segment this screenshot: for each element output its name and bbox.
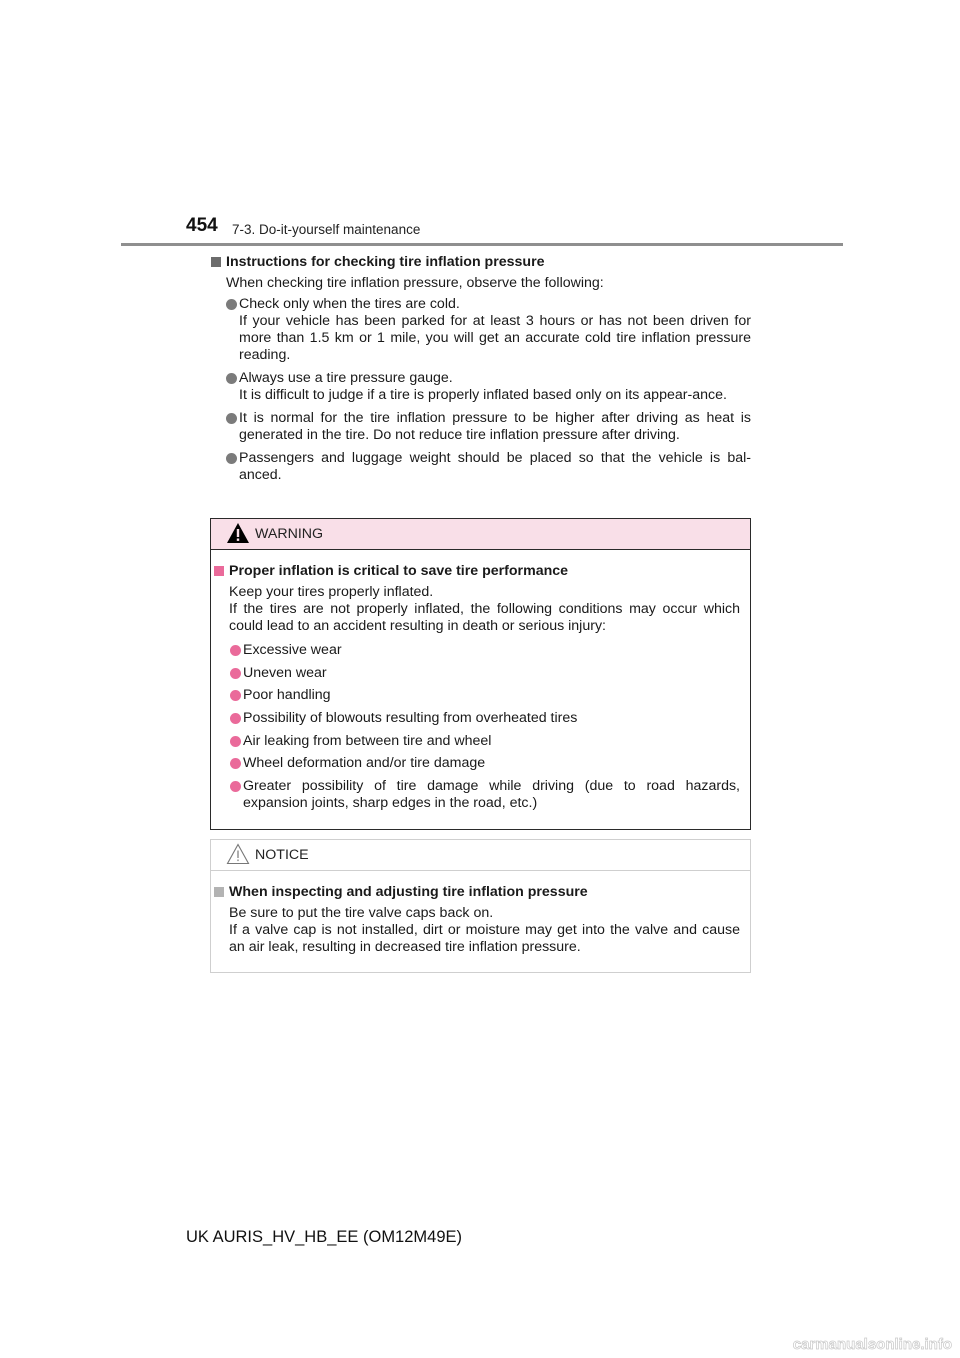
list-item-text: Poor handling — [243, 687, 331, 704]
round-bullet-icon — [226, 453, 237, 464]
list-item-line: Check only when the tires are cold. — [239, 296, 460, 312]
list-item-text: Uneven wear — [243, 664, 327, 681]
header-divider — [121, 243, 843, 246]
list-item-text: Wheel deformation and/or tire damage — [243, 755, 486, 772]
list-item-line: It is normal for the tire inflation pressure to be higher after driving as heat is generated in the tire. Do not reduce tire inflation pressure after driving. — [239, 410, 751, 443]
warning-body — [211, 550, 750, 812]
list-item-line: If your vehicle has been parked for at least 3 hours or has not been driven for more than 1.5 km or 1 mile, you will get an accurate cold tire inflation pressure reading. — [239, 313, 751, 363]
round-bullet-icon — [230, 758, 241, 769]
notice-heading — [211, 884, 740, 901]
list-item — [211, 410, 751, 444]
list-item-text: Air leaking from between tire and wheel — [243, 732, 492, 749]
square-bullet-icon — [211, 257, 221, 267]
round-bullet-icon — [230, 736, 241, 747]
watermark-logo — [654, 1334, 954, 1354]
list-item — [211, 710, 740, 727]
round-bullet-icon — [226, 299, 237, 310]
round-bullet-icon — [230, 690, 241, 701]
list-item — [211, 778, 740, 812]
list-item — [211, 370, 751, 404]
warning-text — [229, 584, 740, 635]
list-item — [211, 755, 740, 772]
notice-header — [211, 840, 750, 871]
list-item — [211, 296, 751, 364]
round-bullet-icon — [226, 413, 237, 424]
list-item-text: Greater possibility of tire damage while driving (due to road hazards, expansion joints, sharp edges in the road, etc.) — [243, 778, 740, 812]
instructions-section — [211, 254, 751, 490]
list-item-line: Passengers and luggage weight should be placed so that the vehicle is bal-anced. — [239, 450, 751, 483]
round-bullet-icon — [230, 713, 241, 724]
list-item — [211, 665, 740, 682]
notice-text-line: Be sure to put the tire valve caps back on. — [229, 905, 494, 921]
warning-heading — [211, 563, 740, 580]
notice-body — [211, 871, 750, 956]
notice-text-line: If a valve cap is not installed, dirt or moisture may get into the valve and cause an air leak, resulting in decreased tire inflation pressure. — [229, 922, 740, 955]
caution-triangle-icon — [226, 843, 250, 865]
warning-triangle-icon — [226, 522, 250, 544]
list-item-line: Always use a tire pressure gauge. — [239, 370, 453, 386]
watermark-text: carmanualsonline.info — [792, 1336, 952, 1353]
instructions-intro: When checking tire inflation pressure, observe the following: — [226, 275, 604, 291]
warning-text-line: Keep your tires properly inflated. — [229, 584, 434, 600]
warning-heading-text: Proper inflation is critical to save tire performance — [229, 563, 569, 579]
list-item — [211, 687, 740, 704]
warning-box — [210, 518, 751, 830]
warning-conditions-list — [211, 642, 740, 812]
round-bullet-icon — [230, 645, 241, 656]
instructions-heading-text: Instructions for checking tire inflation pressure — [226, 254, 545, 270]
list-item-text: Excessive wear — [243, 642, 342, 658]
page-number: 454 — [186, 215, 218, 236]
list-item-line: It is difficult to judge if a tire is properly inflated based only on its appear-ance. — [239, 387, 727, 403]
instructions-heading — [211, 254, 751, 271]
warning-title: WARNING — [255, 526, 324, 542]
list-item — [211, 642, 740, 659]
warning-header — [211, 519, 750, 550]
notice-box — [210, 839, 751, 973]
page-header — [0, 0, 960, 250]
list-item-text: Possibility of blowouts resulting from overheated tires — [243, 710, 578, 727]
round-bullet-icon — [230, 668, 241, 679]
notice-title: NOTICE — [255, 847, 309, 863]
list-item — [211, 450, 751, 484]
section-title: 7-3. Do-it-yourself maintenance — [232, 222, 421, 237]
round-bullet-icon — [226, 373, 237, 384]
instructions-list — [211, 296, 751, 484]
square-bullet-icon — [214, 887, 224, 897]
square-bullet-icon — [214, 566, 224, 576]
model-code: UK AURIS_HV_HB_EE (OM12M49E) — [186, 1228, 463, 1246]
warning-text-line: If the tires are not properly inflated, the following conditions may occur which could lead to an accident resulting in death or serious injury: — [229, 601, 740, 634]
notice-text — [229, 905, 740, 956]
list-item — [211, 733, 740, 750]
round-bullet-icon — [230, 781, 241, 792]
notice-heading-text: When inspecting and adjusting tire inflation pressure — [229, 884, 588, 900]
